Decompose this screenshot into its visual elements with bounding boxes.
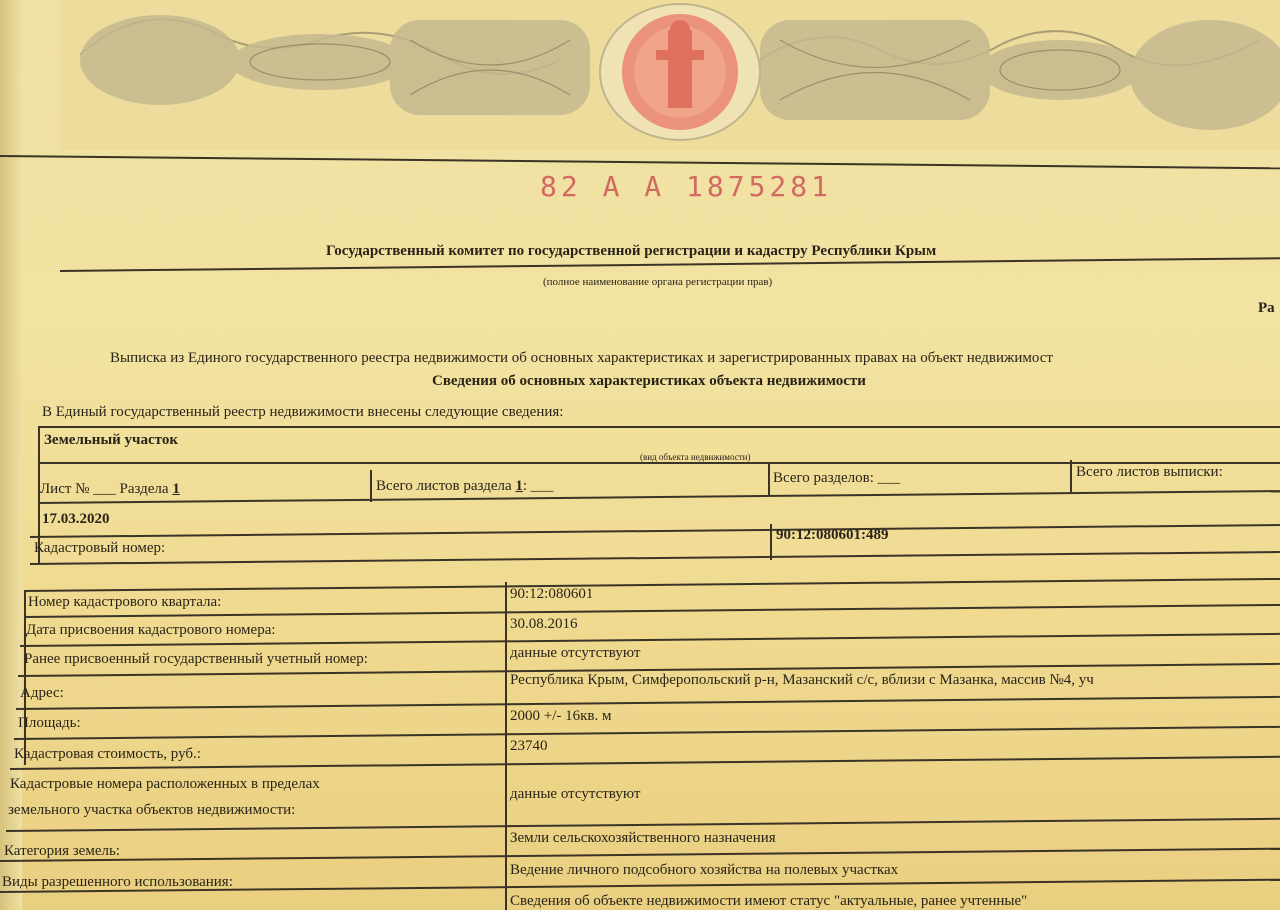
total-section-sheets-label: Всего листов раздела <box>376 478 512 494</box>
page-edge <box>0 0 22 910</box>
total-sections-label: Всего разделов: <box>773 470 874 486</box>
total-extract-sheets-label: Всего листов выписки: <box>1076 464 1223 480</box>
sheet-blank: ___ <box>93 481 116 497</box>
top-rule <box>0 155 1280 169</box>
total-sections-blank: ___ <box>877 470 901 486</box>
table-rule <box>14 726 1280 740</box>
issuer-note: (полное наименование органа регистрации прав) <box>543 276 773 288</box>
row-label: Площадь: <box>18 715 81 731</box>
row-value: 90:12:080601 <box>510 586 594 602</box>
row-value: 23740 <box>510 738 548 754</box>
row-value: данные отсутствуют <box>510 645 641 661</box>
table-rule <box>370 470 372 502</box>
sheet-number <box>40 481 180 498</box>
extract-title: Выписка из Единого государственного реестра недвижимости об основных характеристиках и зарегистрированных правах на объект недвижимост <box>110 350 1053 366</box>
row-label: Виды разрешенного использования: <box>2 874 233 890</box>
table-rule <box>770 524 772 560</box>
row-label-continued: земельного участка объектов недвижимости: <box>8 802 296 818</box>
object-type: Земельный участок <box>44 432 178 448</box>
total-section-sheets-value: 1 <box>515 478 523 494</box>
row-value: 30.08.2016 <box>510 616 578 632</box>
table-rule <box>1070 460 1072 492</box>
serial-number: 82 А А 1875281 <box>540 170 833 203</box>
row-value: 2000 +/- 16кв. м <box>510 708 612 724</box>
row-label: Категория земель: <box>4 843 120 859</box>
row-value: Республика Крым, Симферопольский р-н, Мазанский с/с, вблизи с Мазанка, массив №4, уч <box>510 672 1094 688</box>
table-rule <box>24 578 1280 592</box>
ornament-band <box>60 0 1280 150</box>
table-rule <box>0 848 1280 862</box>
section-heading: Сведения об основных характеристиках объекта недвижимости <box>432 373 866 389</box>
cadastral-number: 90:12:080601:489 <box>776 527 889 543</box>
corner-text: Ра <box>1258 300 1275 316</box>
table-rule <box>30 524 1280 537</box>
total-section-sheets <box>376 478 553 495</box>
table-rule <box>30 551 1280 564</box>
table-rule <box>768 464 770 496</box>
table-rule <box>38 490 1280 503</box>
table-rule <box>505 582 507 910</box>
extract-date: 17.03.2020 <box>42 511 110 527</box>
row-label: Адрес: <box>20 685 64 701</box>
table-rule <box>16 696 1280 710</box>
row-label: Кадастровая стоимость, руб.: <box>14 746 201 762</box>
table-rule <box>38 426 1280 428</box>
row-value: Ведение личного подсобного хозяйства на полевых участках <box>510 862 899 878</box>
seal-emblem <box>622 14 738 130</box>
total-sections <box>773 470 900 487</box>
object-type-note: (вид объекта недвижимости) <box>640 452 751 462</box>
row-label: Дата присвоения кадастрового номера: <box>26 622 276 638</box>
row-label: Ранее присвоенный государственный учетный номер: <box>24 651 368 667</box>
row-label: Номер кадастрового квартала: <box>28 594 222 610</box>
cadastral-number-label: Кадастровый номер: <box>34 540 166 556</box>
row-value: Сведения об объекте недвижимости имеют статус "актуальные, ранее учтенные" <box>510 893 1028 909</box>
intro-text: В Единый государственный реестр недвижимости внесены следующие сведения: <box>42 404 564 420</box>
row-value: данные отсутствуют <box>510 786 641 802</box>
total-section-sheets-blank: : ___ <box>522 478 554 494</box>
section-label: Раздела <box>119 481 169 497</box>
section-value: 1 <box>172 481 180 497</box>
sheet-label: Лист № <box>40 481 90 497</box>
row-label: Кадастровые номера расположенных в пределах <box>10 776 320 792</box>
issuer-name: Государственный комитет по государственной регистрации и кадастру Республики Крым <box>326 243 937 259</box>
row-value: Земли сельскохозяйственного назначения <box>510 830 776 846</box>
